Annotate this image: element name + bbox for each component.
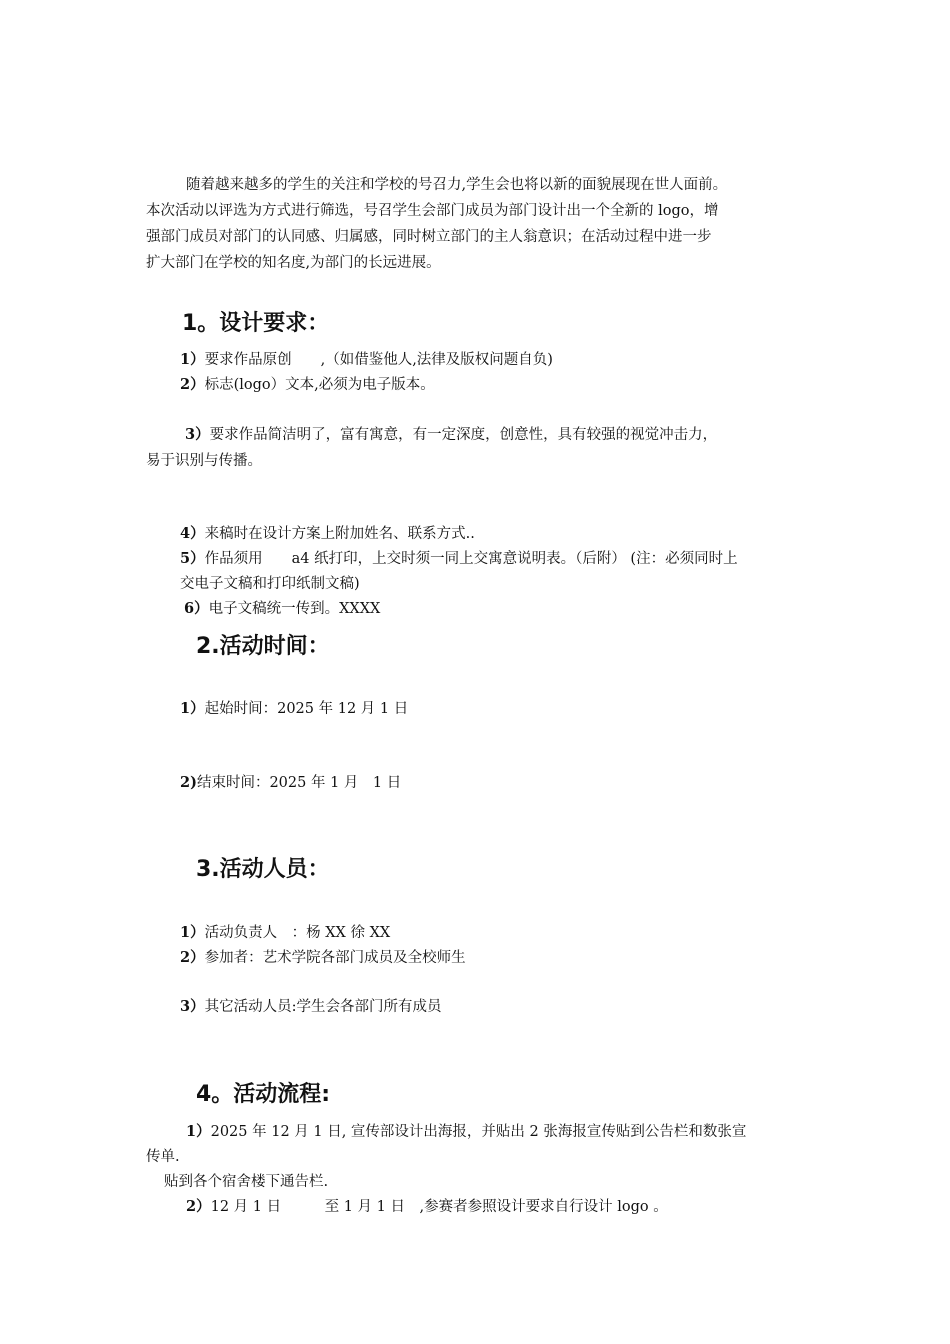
list-item: 1）要求作品原创 ,（如借鉴他人,法律及版权问题自负) [180, 351, 553, 368]
section-heading-activity-time: 2.活动时间： [196, 634, 330, 659]
list-item: 1）2025 年 12 月 1 日, 宣传部设计出海报，并贴出 2 张海报宣传贴到公告栏和数张宣 [186, 1123, 747, 1140]
list-item: 4）来稿时在设计方案上附加姓名、联系方式.. [180, 525, 475, 542]
intro-line-3: 强部门成员对部门的认同感、归属感，同时树立部门的主人翁意识；在活动过程中进一步 [146, 229, 712, 245]
list-item-continuation: 交电子文稿和打印纸制文稿) [180, 576, 360, 592]
list-item-continuation: 传单. [146, 1149, 180, 1165]
list-item: 1）起始时间：2025 年 12 月 1 日 [180, 700, 409, 717]
list-item: 3）其它活动人员:学生会各部门所有成员 [180, 998, 442, 1015]
list-item: 5）作品须用 a4 纸打印，上交时须一同上交寓意说明表。（后附） (注：必须同时上 [180, 550, 738, 567]
list-item-continuation: 贴到各个宿舍楼下通告栏. [164, 1174, 329, 1190]
list-item: 2）参加者：艺术学院各部门成员及全校师生 [180, 949, 466, 966]
list-item: 6）电子文稿统一传到。XXXX [184, 600, 381, 617]
section-heading-activity-process: 4。活动流程: [196, 1082, 331, 1107]
list-item: 2)结束时间：2025 年 1 月 1 日 [180, 774, 402, 791]
section-heading-design-requirements: 1。设计要求： [182, 311, 330, 336]
list-item-continuation: 易于识别与传播。 [146, 453, 262, 469]
list-item: 3）要求作品简洁明了，富有寓意，有一定深度，创意性，具有较强的视觉冲击力， [185, 426, 718, 443]
list-item: 1）活动负责人 ：杨 XX 徐 XX [180, 924, 391, 941]
section-heading-activity-personnel: 3.活动人员： [196, 857, 330, 882]
list-item: 2）12 月 1 日 至 1 月 1 日 ,参赛者参照设计要求自行设计 logo 。 [186, 1198, 668, 1215]
intro-line-4: 扩大部门在学校的知名度,为部门的长远进展。 [146, 255, 441, 271]
intro-line-1: 随着越来越多的学生的关注和学校的号召力,学生会也将以新的面貌展现在世人面前。 [186, 177, 728, 193]
intro-line-2: 本次活动以评选为方式进行筛选，号召学生会部门成员为部门设计出一个全新的 logo，增 [146, 203, 719, 219]
list-item: 2）标志(logo）文本,必须为电子版本。 [180, 376, 435, 393]
